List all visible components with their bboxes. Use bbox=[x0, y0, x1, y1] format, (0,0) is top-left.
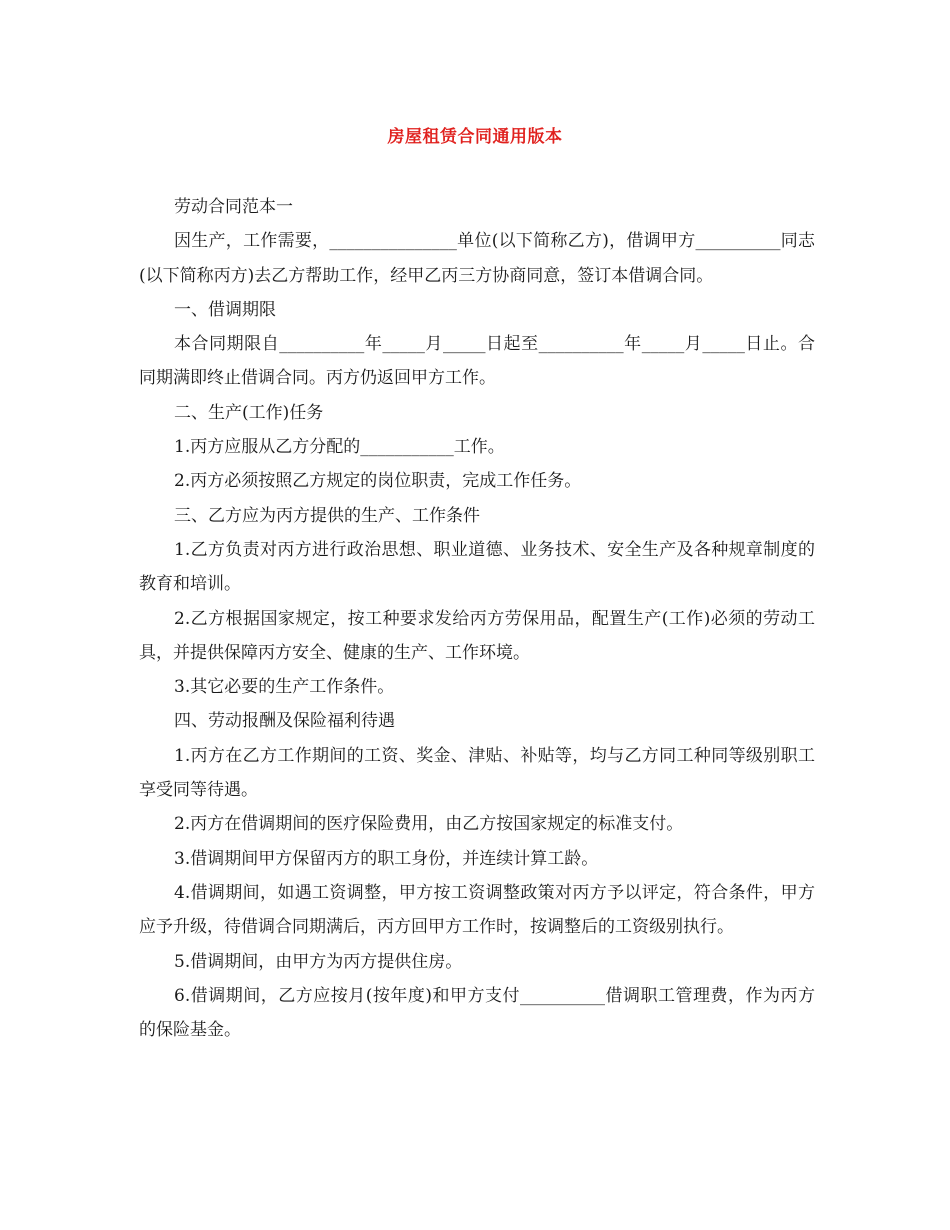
paragraph: 3.借调期间甲方保留丙方的职工身份，并连续计算工龄。 bbox=[174, 848, 599, 869]
paragraph: 因生产，工作需要，_______________单位(以下简称乙方)，借调甲方__________同志(以下简称丙方)去乙方帮助工作，经甲乙丙三方协商同意，签订本借调合同。 bbox=[139, 231, 815, 286]
paragraph: 劳动合同范本一 bbox=[174, 197, 293, 217]
paragraph: 本合同期限自__________年_____月_____日起至__________年_____月_____日止。合同期满即终止借调合同。丙方仍返回甲方工作。 bbox=[139, 334, 815, 389]
paragraph: 4.借调期间，如遇工资调整，甲方按工资调整政策对丙方予以评定，符合条件，甲方应予升级，待借调合同期满后，丙方回甲方工作时，按调整后的工资级别执行。 bbox=[139, 882, 815, 938]
paragraph: 2.丙方必须按照乙方规定的岗位职责，完成工作任务。 bbox=[174, 471, 582, 492]
section-heading: 四、劳动报酬及保险福利待遇 bbox=[174, 711, 395, 732]
section-heading: 二、生产(工作)任务 bbox=[174, 402, 324, 423]
paragraph: 6.借调期间，乙方应按月(按年度)和甲方支付__________借调职工管理费，作为丙方的保险基金。 bbox=[139, 985, 815, 1041]
paragraph: 1.乙方负责对丙方进行政治思想、职业道德、业务技术、安全生产及各种规章制度的教育和培训。 bbox=[139, 539, 815, 595]
document-title: 房屋租赁合同通用版本 bbox=[387, 127, 563, 147]
paragraph: 1.丙方应服从乙方分配的___________工作。 bbox=[174, 437, 505, 458]
paragraph: 2.丙方在借调期间的医疗保险费用，由乙方按国家规定的标准支付。 bbox=[174, 814, 684, 835]
section-heading: 一、借调期限 bbox=[174, 299, 276, 320]
paragraph: 5.借调期间，由甲方为丙方提供住房。 bbox=[174, 951, 463, 972]
paragraph: 1.丙方在乙方工作期间的工资、奖金、津贴、补贴等，均与乙方同工种同等级别职工享受同等待遇。 bbox=[139, 745, 815, 801]
paragraph: 2.乙方根据国家规定，按工种要求发给丙方劳保用品，配置生产(工作)必须的劳动工具，并提供保障丙方安全、健康的生产、工作环境。 bbox=[139, 608, 815, 663]
document-body bbox=[139, 190, 815, 1047]
section-heading: 三、乙方应为丙方提供的生产、工作条件 bbox=[174, 505, 480, 526]
paragraph: 3.其它必要的生产工作条件。 bbox=[174, 677, 395, 698]
